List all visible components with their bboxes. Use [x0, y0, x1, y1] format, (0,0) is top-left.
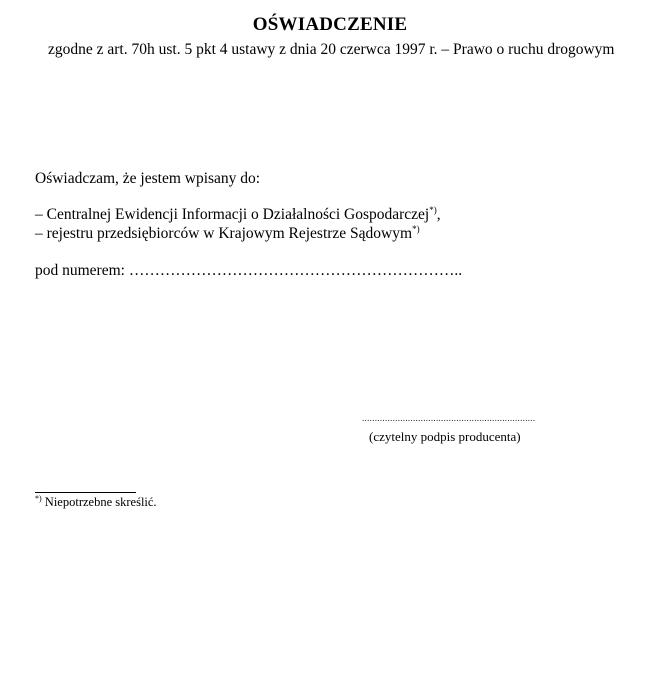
register-item-krs — [35, 225, 420, 243]
footnote-text: Niepotrzebne skreślić. — [41, 495, 157, 509]
footnote-marker: *) — [35, 493, 42, 503]
signature-line[interactable]: .................................................................... — [362, 413, 536, 423]
register-item-text: – Centralnej Ewidencji Informacji o Działalności Gospodarczej — [35, 206, 430, 223]
document-title: OŚWIADCZENIE — [252, 14, 408, 35]
declaration-text: Oświadczam, że jestem wpisany do: — [35, 170, 261, 187]
registration-number-line — [35, 262, 462, 280]
footnote-marker: *) — [412, 223, 420, 234]
footnote-marker: *) — [429, 204, 437, 215]
footnote — [35, 495, 157, 510]
signature-caption: (czytelny podpis producenta) — [369, 429, 521, 444]
registration-number-field[interactable]: ……………………………………………………….. — [128, 262, 463, 279]
register-item-ceidg — [35, 206, 441, 224]
document-subtitle: zgodne z art. 70h ust. 5 pkt 4 ustawy z dnia 20 czerwca 1997 r. – Prawo o ruchu drogowym — [48, 41, 615, 58]
register-item-punctuation: , — [436, 206, 441, 223]
registration-number-label: pod numerem: — [35, 262, 125, 279]
register-item-text: – rejestru przedsiębiorców w Krajowym Rejestrze Sądowym — [35, 225, 413, 242]
footnote-divider — [35, 492, 136, 493]
